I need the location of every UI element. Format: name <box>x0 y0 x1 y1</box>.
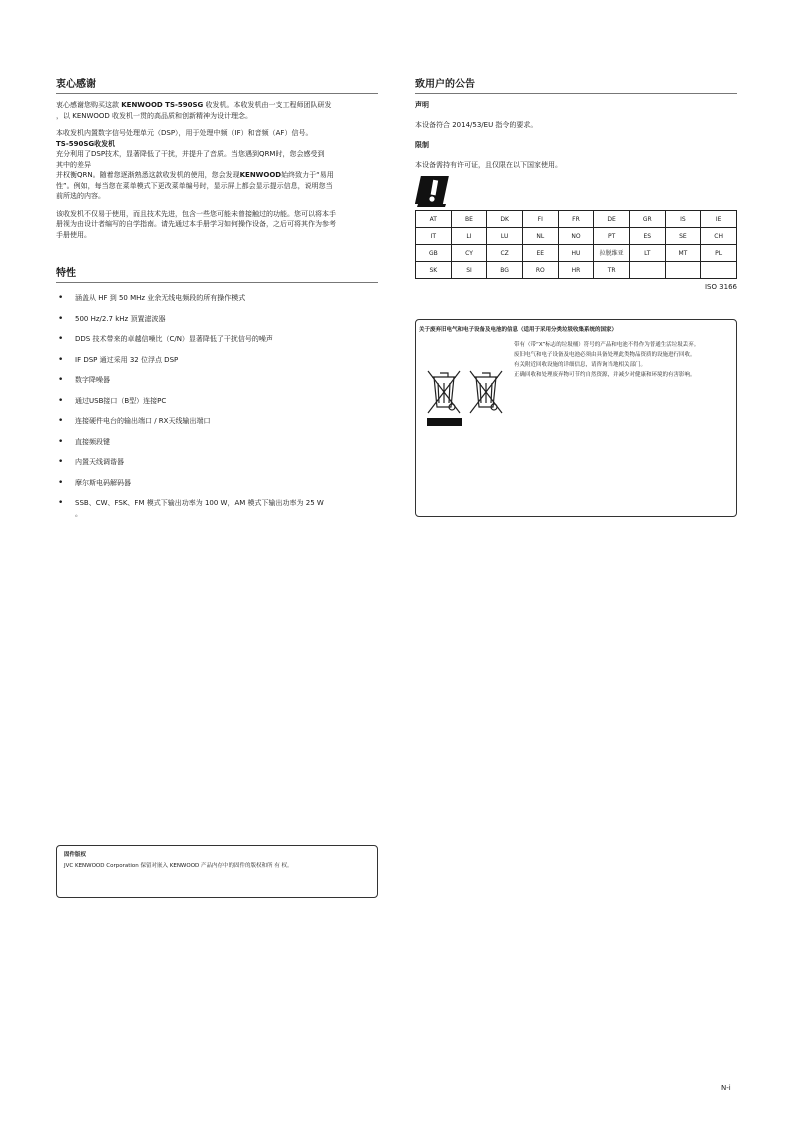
table-row <box>416 228 737 245</box>
thanks-heading: 衷心感谢 <box>56 78 378 94</box>
list-item <box>56 293 378 304</box>
country-code-cell: 拉脱维亚 <box>594 245 630 262</box>
bullet: • <box>58 436 64 447</box>
declaration-title: 声明 <box>415 101 429 109</box>
list-item <box>56 334 378 345</box>
weee-line: 废旧电气和电子设备及电池必须由具备处理此类物品资质的设施进行回收。 <box>514 351 696 358</box>
firmware-title: 固件版权 <box>64 852 87 858</box>
brand-name: KENWOOD <box>239 171 282 179</box>
list-item <box>56 355 378 366</box>
features-list <box>56 293 378 519</box>
list-item <box>56 314 378 325</box>
list-item <box>56 457 378 468</box>
country-code-cell: ES <box>629 228 665 245</box>
country-code-cell: IE <box>701 211 737 228</box>
text: 收发机。本收发机由一支工程师团队研发 <box>203 101 332 109</box>
bullet: • <box>58 354 64 365</box>
country-code-cell <box>629 262 665 279</box>
country-code-cell: DE <box>594 211 630 228</box>
feature-text: SSB、CW、FSK、FM 模式下输出功率为 100 W，AM 模式下输出功率为 25 W <box>75 499 324 507</box>
bullet: • <box>58 334 64 344</box>
country-code-cell <box>701 262 737 279</box>
country-code-cell: FI <box>522 211 558 228</box>
weee-symbols <box>424 367 506 421</box>
model-name: TS-590SG收发机 <box>56 139 116 148</box>
text: 并权衡QRN。随着您逐渐熟悉这款收发机的使用，您会发现 <box>56 171 240 179</box>
country-code-cell: RO <box>522 262 558 279</box>
bullet: • <box>58 477 64 488</box>
country-code-cell: NL <box>522 228 558 245</box>
list-item <box>56 375 378 386</box>
model-name: KENWOOD TS-590SG <box>121 101 204 109</box>
notice-heading: 致用户的公告 <box>415 78 737 94</box>
country-code-cell: HR <box>558 262 594 279</box>
country-code-cell: BG <box>487 262 523 279</box>
feature-text: 通过USB接口（B型）连接PC <box>75 396 167 405</box>
bullet: • <box>58 416 64 426</box>
feature-text: 涵盖从 HF 到 50 MHz 业余无线电频段的所有操作模式 <box>75 294 246 302</box>
text: 充分利用了DSP技术，显著降低了干扰，并提升了音质。当您遇到QRM时，您会感受到 <box>56 150 325 158</box>
iso-label: ISO 3166 <box>704 283 737 291</box>
text: ，以 KENWOOD 收发机一贯的高品质和创新精神为设计理念。 <box>56 111 253 120</box>
country-code-cell: LT <box>629 245 665 262</box>
country-code-cell: TR <box>594 262 630 279</box>
table-row <box>416 245 737 262</box>
feature-text: 连接硬件电台的输出端口 / RX天线输出端口 <box>75 417 211 425</box>
list-item <box>56 498 378 519</box>
bullet: • <box>58 395 64 406</box>
left-column <box>56 78 378 529</box>
warning-icon <box>415 174 451 208</box>
crossed-bin-icon <box>424 367 506 417</box>
feature-text: DDS 技术带来的卓越信噪比（C/N）显著降低了干扰信号的噪声 <box>75 335 273 343</box>
feature-text: 。 <box>75 509 82 518</box>
bullet: • <box>58 293 64 303</box>
text: 前所选的内容。 <box>56 192 105 200</box>
declaration-text: 本设备符合 2014/53/EU 指令的要求。 <box>415 120 538 129</box>
text: 始终致力于“易用 <box>281 171 334 179</box>
country-code-cell: NO <box>558 228 594 245</box>
weee-line: 有关附近回收设施的详细信息，请咨询当地相关部门。 <box>514 361 647 368</box>
weee-title: 关于废弃旧电气和电子设备及电池的信息（适用于采用分类垃圾收集系统的国家） <box>419 327 618 333</box>
table-row <box>416 211 737 228</box>
firmware-copyright-box <box>56 845 378 898</box>
country-code-cell: HU <box>558 245 594 262</box>
country-code-cell: CH <box>701 228 737 245</box>
country-code-cell: SK <box>416 262 452 279</box>
thanks-paragraph-3 <box>56 209 378 241</box>
country-table <box>415 210 737 279</box>
list-item <box>56 478 378 489</box>
features-heading: 特性 <box>56 267 378 283</box>
bullet: • <box>58 375 64 385</box>
country-code-cell: LI <box>451 228 487 245</box>
page-number: N-i <box>721 1084 731 1092</box>
country-code-cell: CY <box>451 245 487 262</box>
country-code-cell: EE <box>522 245 558 262</box>
weee-info-box <box>415 319 737 517</box>
country-code-cell: DK <box>487 211 523 228</box>
firmware-text: JVC KENWOOD Corporation 保留对嵌入 KENWOOD 产品内存中的固件的版权和所 有 权。 <box>64 863 293 870</box>
country-code-cell: PL <box>701 245 737 262</box>
country-code-cell: LU <box>487 228 523 245</box>
country-code-cell: PT <box>594 228 630 245</box>
text: 该收发机不仅易于使用，而且技术先进，包含一些您可能未曾接触过的功能。您可以将本手 <box>56 209 336 218</box>
thanks-paragraph-2 <box>56 128 378 202</box>
country-code-cell: FR <box>558 211 594 228</box>
feature-text: 直接频段键 <box>75 437 110 446</box>
list-item <box>56 437 378 448</box>
thanks-paragraph-1 <box>56 100 378 121</box>
country-code-cell: GB <box>416 245 452 262</box>
text: 册视为由设计者编写的自学指南。请先通过本手册学习如何操作设备，之后可将其作为参考 <box>56 220 336 228</box>
bullet: • <box>58 457 64 467</box>
right-column <box>415 78 737 293</box>
text: 本收发机内置数字信号处理单元（DSP），用于处理中频（IF）和音频（AF）信号。 <box>56 129 313 137</box>
weee-line: 正确回收和处理废弃物可节约自然资源，并减少对健康和环境的有害影响。 <box>514 371 696 378</box>
table-row <box>416 262 737 279</box>
country-code-cell: SE <box>665 228 701 245</box>
country-code-cell <box>665 262 701 279</box>
feature-text: IF DSP 通过采用 32 位浮点 DSP <box>75 355 179 364</box>
list-item <box>56 396 378 407</box>
restriction-text: 本设备需持有许可证，且仅限在以下国家使用。 <box>415 160 562 169</box>
country-code-cell: AT <box>416 211 452 228</box>
feature-text: 内置天线调谐器 <box>75 458 124 466</box>
country-code-cell: MT <box>665 245 701 262</box>
country-code-cell: CZ <box>487 245 523 262</box>
text: 衷心感谢您购买这款 <box>56 101 122 109</box>
country-code-cell: GR <box>629 211 665 228</box>
feature-text: 500 Hz/2.7 kHz 顶置滤波器 <box>75 314 166 323</box>
text: 性”。例如，每当您在菜单模式下更改菜单编号时，显示屏上都会显示提示信息，说明您当 <box>56 181 333 190</box>
country-code-cell: IS <box>665 211 701 228</box>
country-code-cell: SI <box>451 262 487 279</box>
country-code-cell: BE <box>451 211 487 228</box>
feature-text: 摩尔斯电码解码器 <box>75 478 131 487</box>
bullet: • <box>58 313 64 324</box>
weee-black-bar <box>427 418 462 426</box>
restriction-title: 限制 <box>415 141 429 149</box>
bullet: • <box>58 498 64 508</box>
feature-text: 数字降噪器 <box>75 376 110 384</box>
weee-text <box>514 341 732 381</box>
country-code-cell: IT <box>416 228 452 245</box>
weee-line: 带有（带“X”标志的垃圾桶）符号的产品和电池不得作为普通生活垃圾丢弃。 <box>514 342 700 348</box>
text: 其中的差异 <box>56 160 91 169</box>
list-item <box>56 416 378 427</box>
text: 手册使用。 <box>56 230 91 239</box>
